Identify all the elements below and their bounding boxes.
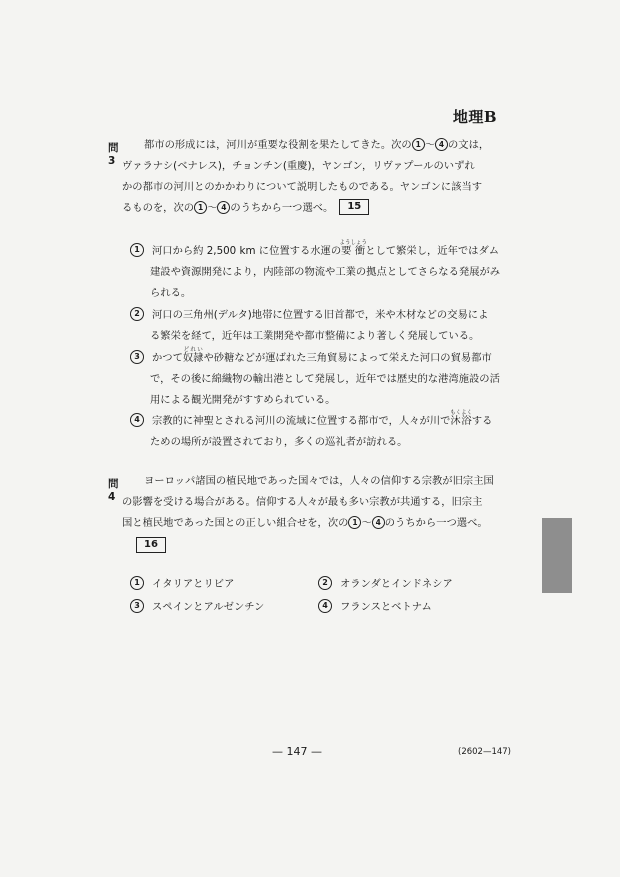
stem-line: の影響を受ける場合がある。信仰する人々が最も多い宗教が共通する，旧宗主 — [122, 496, 483, 508]
page-number: — 147 — — [272, 745, 322, 758]
choice-number-icon: 2 — [318, 576, 332, 590]
question-4-stem — [122, 471, 494, 534]
stem-line: 都市の形成には，河川が重要な役割を果たしてきた。次の 1 ～ 4 の文は， — [144, 139, 490, 151]
exam-code: (2602—147) — [458, 747, 511, 757]
range-separator: ～ — [424, 139, 436, 151]
choice-number-icon: 1 — [130, 243, 144, 257]
stem-line: 国と植民地であった国との正しい組合せを，次の 1 ～ 4 のうちから一つ選べ。 — [122, 517, 488, 529]
choice-line: 用による観光開発がすすめられている。 — [150, 394, 336, 406]
choice-number-icon: 1 — [412, 138, 425, 151]
question-3-stem — [122, 135, 490, 219]
q4-choice-4[interactable]: 4 フランスとベトナム — [318, 597, 432, 618]
choice-line: 1 河口から約 2,500 km に位置する水運の要衝ようしょうとして繁栄し，近年ではダム — [130, 240, 500, 262]
q4-choice-1[interactable]: 1 イタリアとリビア — [130, 574, 234, 595]
stem-line: ヨーロッパ諸国の植民地であった国々では，人々の信仰する宗教が旧宗主国 — [144, 475, 494, 487]
choice-number-icon: 3 — [130, 350, 144, 364]
q3-choice-4[interactable] — [130, 410, 492, 453]
q4-choice-3[interactable]: 3 スペインとアルゼンチン — [130, 597, 264, 618]
stem-line: かの都市の河川とのかかわりについて説明したものである。ヤンゴンに該当す — [122, 181, 483, 193]
choice-number-icon: 3 — [130, 599, 144, 613]
answer-box-16[interactable]: 16 — [136, 537, 166, 553]
question-4-label: 問 4 — [108, 478, 119, 503]
q3-choice-3[interactable] — [130, 347, 500, 411]
choice-line: る繁栄を経て，近年は工業開発や都市整備により著しく発展している。 — [150, 330, 480, 342]
choice-line: られる。 — [150, 287, 192, 299]
q3-choice-1[interactable] — [130, 240, 500, 304]
range-separator: ～ — [361, 517, 372, 529]
question-3-label: 問 3 — [108, 142, 119, 167]
choice-number-icon: 1 — [348, 516, 361, 529]
choice-number-icon: 4 — [318, 599, 332, 613]
answer-box-15[interactable]: 15 — [339, 199, 369, 215]
choice-number-icon: 2 — [130, 307, 144, 321]
choice-number-icon: 4 — [130, 413, 144, 427]
subject-title: 地理B — [452, 108, 497, 126]
section-index-tab — [542, 518, 572, 593]
stem-line: ヴァラナシ(ベナレス)，チョンチン(重慶)，ヤンゴン，リヴァプールのいずれ — [122, 160, 475, 172]
choice-number-icon: 1 — [130, 576, 144, 590]
choice-line: ための場所が設置されており，多くの巡礼者が訪れる。 — [150, 436, 408, 448]
choice-number-icon: 1 — [194, 201, 207, 214]
choice-number-icon: 4 — [217, 201, 230, 214]
stem-line: るものを，次の 1 ～ 4 のうちから一つ選べ。 15 — [122, 198, 489, 219]
choice-line: 3 かつて奴隷どれいや砂糖などが運ばれた三角貿易によって栄えた河口の貿易都市 — [130, 347, 500, 369]
q4-choice-2[interactable]: 2 オランダとインドネシア — [318, 574, 453, 595]
choice-line: で，その後に綿織物の輸出港として発展し，近年では歴史的な港湾施設の活 — [150, 373, 500, 385]
q3-choice-2[interactable] — [130, 305, 488, 347]
choice-number-icon: 4 — [372, 516, 385, 529]
choice-number-icon: 4 — [435, 138, 448, 151]
choice-line: 4 宗教的に神聖とされる河川の流域に位置する都市で，人々が川で沐浴もくよくする — [130, 410, 492, 432]
choice-line: 建設や資源開発により，内陸部の物流や工業の拠点としてさらなる発展がみ — [150, 266, 501, 278]
range-separator: ～ — [207, 202, 218, 214]
choice-line: 2 河口の三角州(デルタ)地帯に位置する旧首都で，米や木材などの交易によ — [130, 305, 488, 326]
